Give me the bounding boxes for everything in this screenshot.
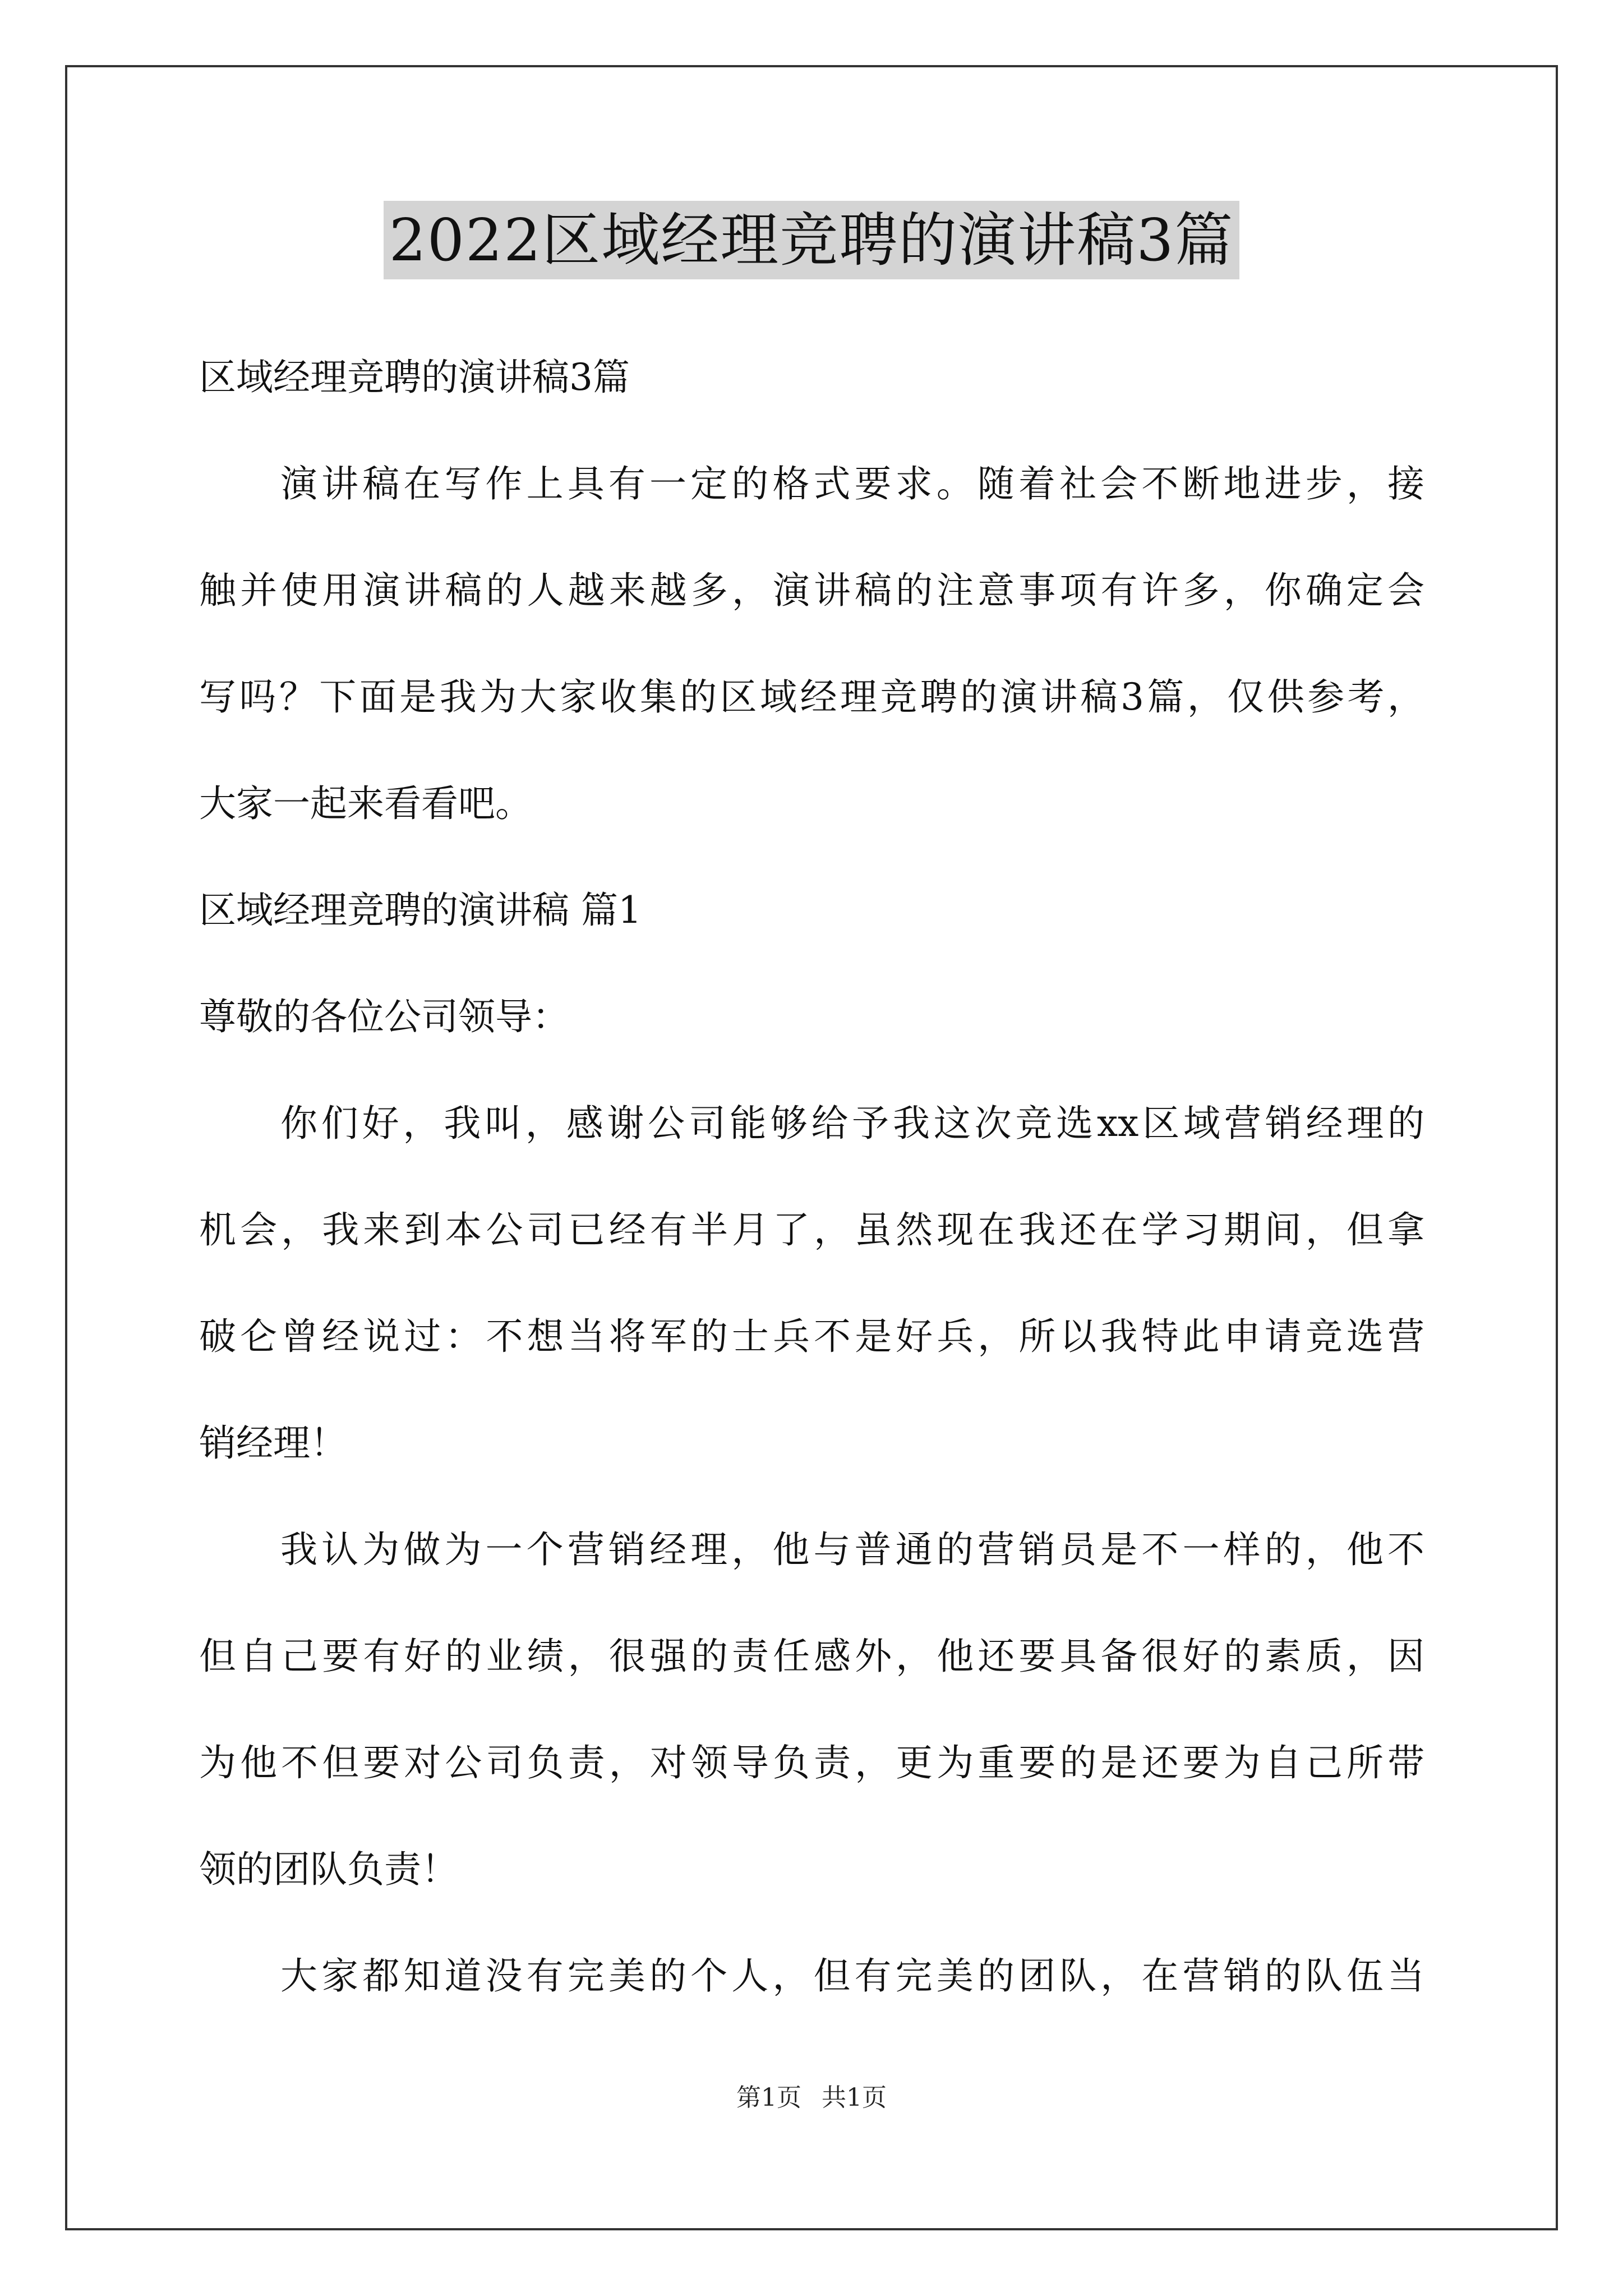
paragraph-line: 为他不但要对公司负责，对领导负责，更为重要的是还要为自己所带 — [199, 1741, 1424, 1784]
paragraph-line: 机会，我来到本公司已经有半月了，虽然现在我还在学习期间，但拿 — [199, 1208, 1424, 1251]
paragraph-line: 你们好，我叫，感谢公司能够给予我这次竞选xx区域营销经理的 — [280, 1102, 1424, 1145]
title-container — [0, 201, 1623, 279]
page-footer — [0, 2081, 1623, 2115]
salutation-line: 尊敬的各位公司领导： — [199, 995, 569, 1038]
document-title: 2022区域经理竞聘的演讲稿3篇 — [384, 201, 1240, 279]
paragraph-line: 大家都知道没有完美的个人，但有完美的团队，在营销的队伍当 — [280, 1954, 1424, 1998]
paragraph-line: 写吗？下面是我为大家收集的区域经理竞聘的演讲稿3篇，仅供参考， — [199, 675, 1424, 719]
paragraph-line: 触并使用演讲稿的人越来越多，演讲稿的注意事项有许多，你确定会 — [199, 569, 1424, 612]
paragraph-line: 演讲稿在写作上具有一定的格式要求。随着社会不断地进步，接 — [280, 462, 1424, 505]
paragraph-line: 我认为做为一个营销经理，他与普通的营销员是不一样的，他不 — [280, 1528, 1424, 1571]
subtitle-line: 区域经理竞聘的演讲稿3篇 — [199, 356, 630, 399]
page-total: 共1页 — [822, 2083, 887, 2112]
paragraph-line: 但自己要有好的业绩，很强的责任感外，他还要具备很好的素质，因 — [199, 1635, 1424, 1678]
paragraph-line: 大家一起来看看吧。 — [199, 782, 532, 825]
page-number: 第1页 — [736, 2083, 801, 2112]
paragraph-line: 破仑曾经说过：不想当将军的士兵不是好兵，所以我特此申请竞选营 — [199, 1315, 1424, 1358]
section-heading: 区域经理竞聘的演讲稿 篇1 — [199, 889, 642, 932]
paragraph-line: 销经理！ — [199, 1421, 347, 1465]
paragraph-line: 领的团队负责！ — [199, 1848, 458, 1891]
